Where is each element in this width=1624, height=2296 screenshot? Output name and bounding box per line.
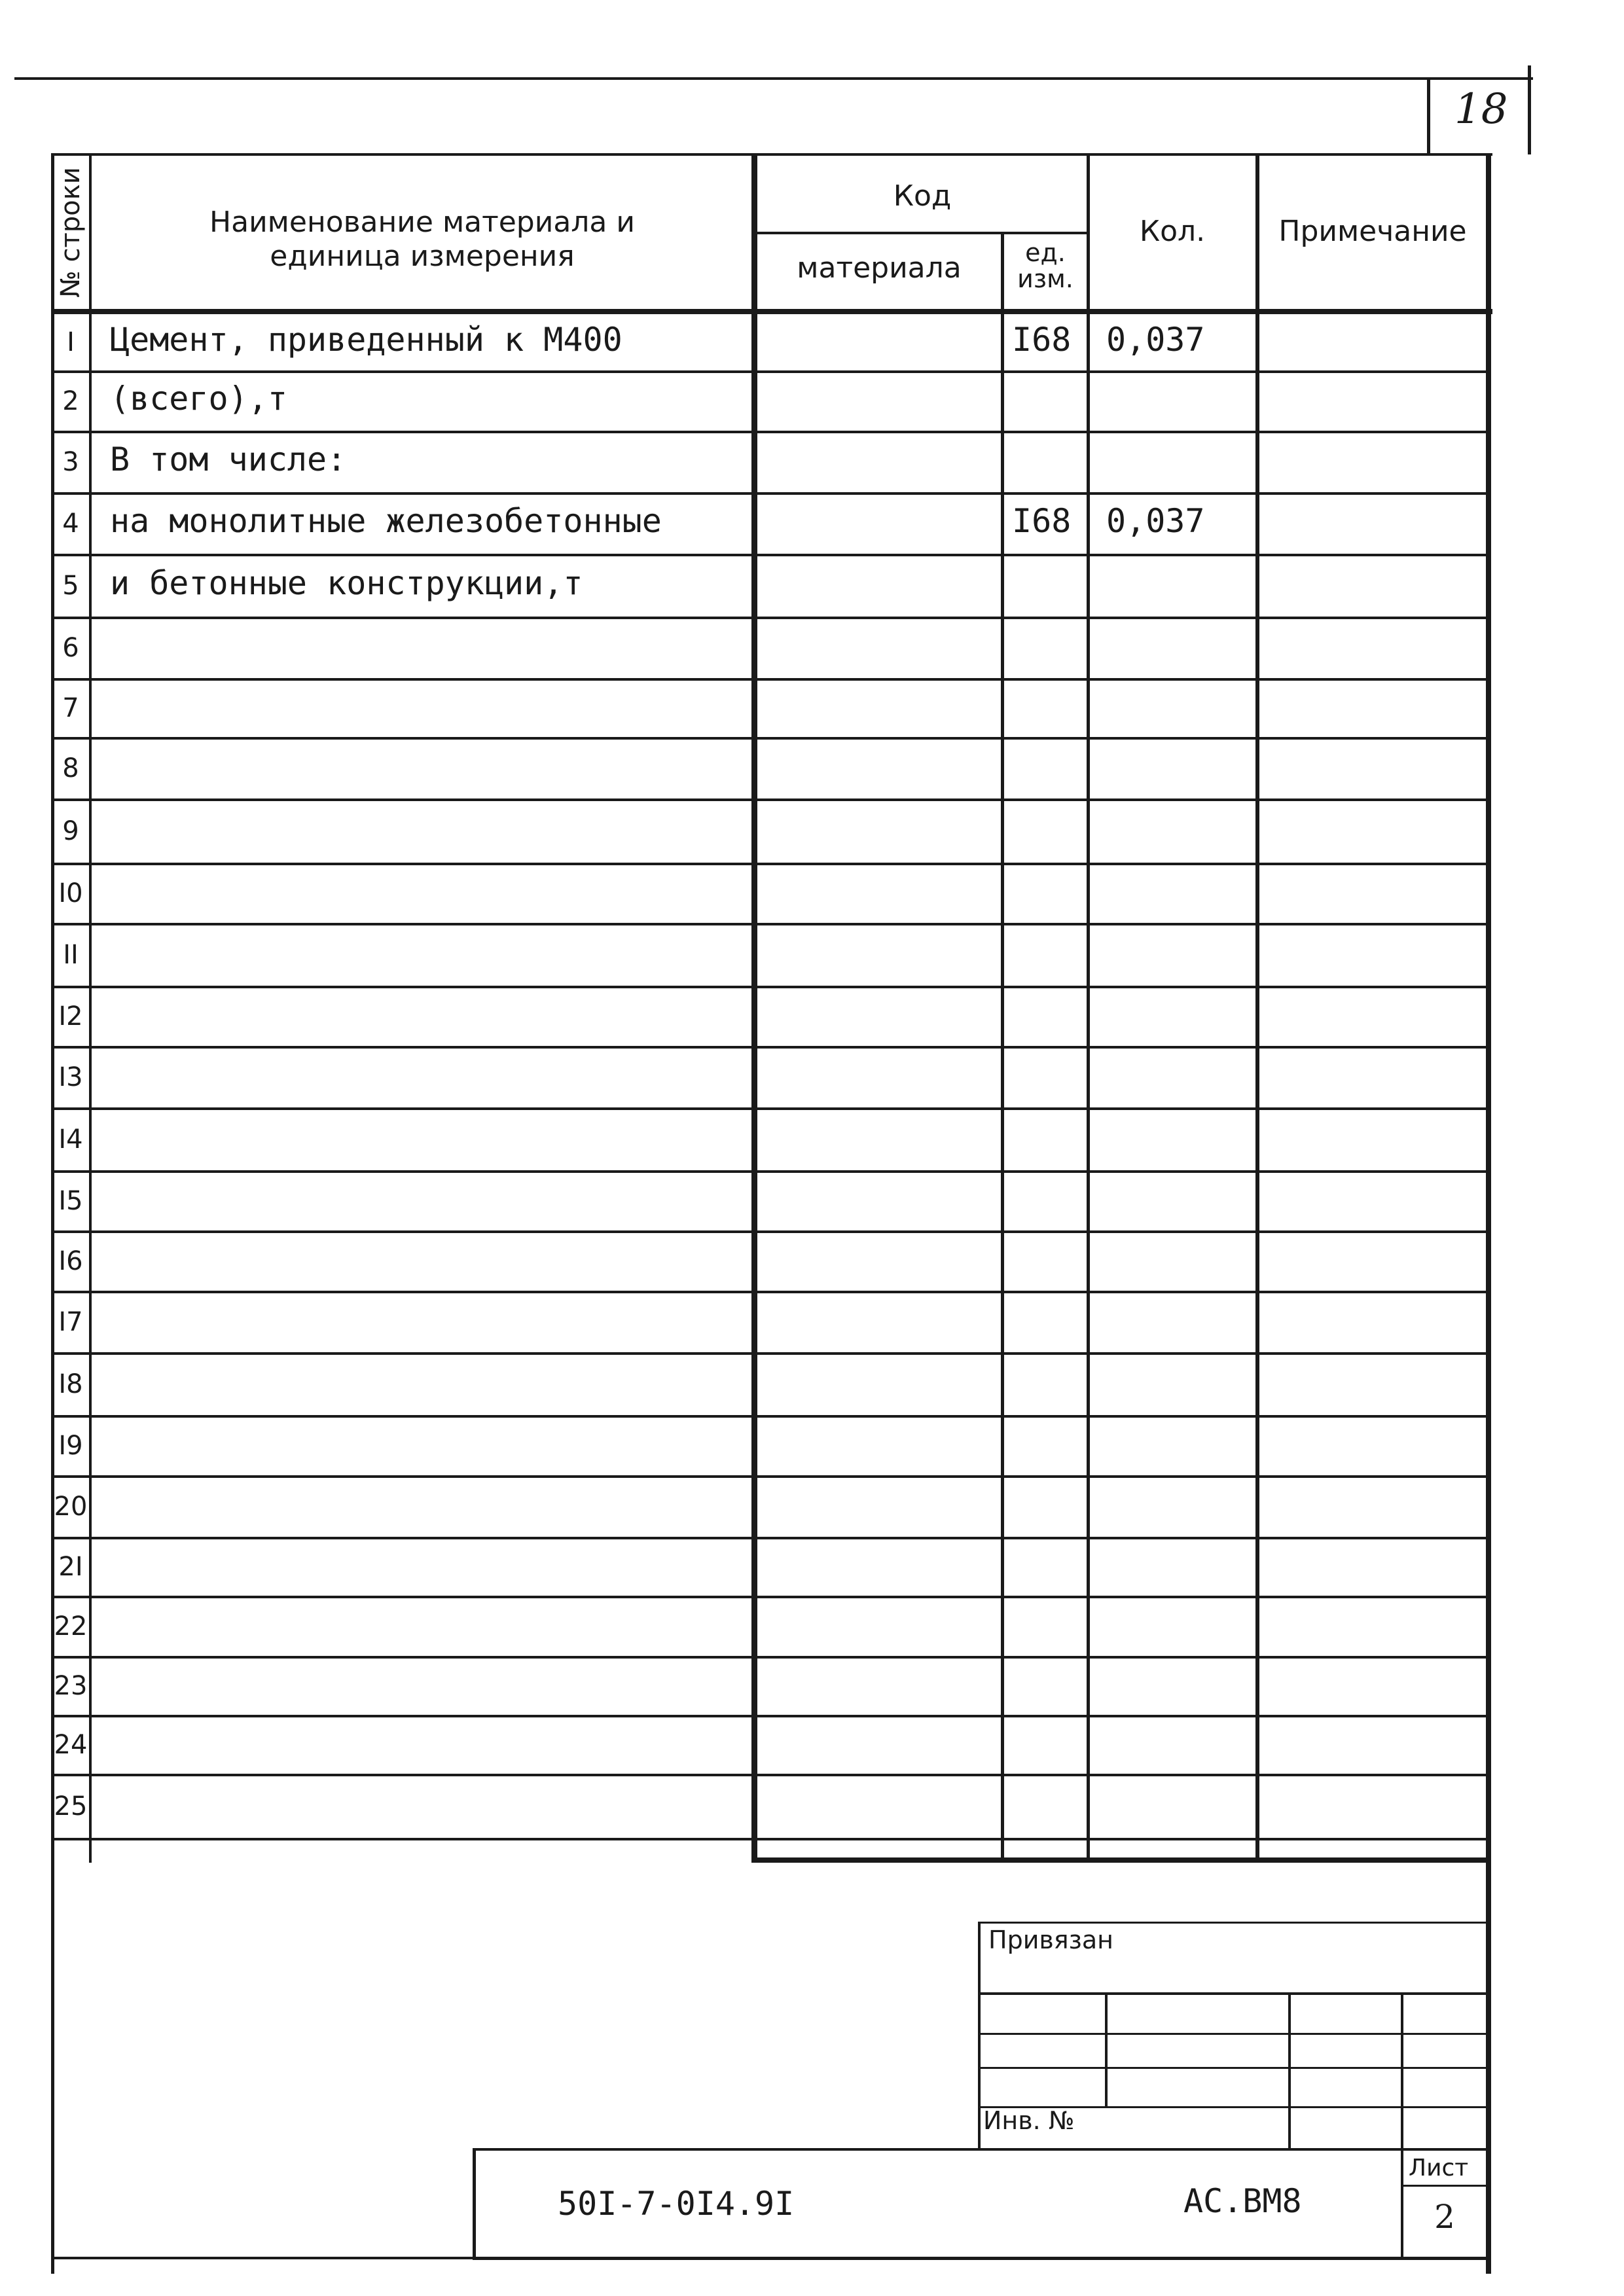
row-separator: [52, 1774, 1489, 1776]
row-separator: [52, 1352, 1489, 1355]
material-name-cell: (всего),т: [110, 380, 287, 418]
row-separator: [52, 1230, 1489, 1233]
row-number: 4: [62, 509, 79, 539]
row-separator: [52, 1107, 1489, 1110]
row-separator: [52, 1170, 1489, 1173]
row-number: 2I: [58, 1552, 83, 1582]
row-separator: [52, 1537, 1489, 1539]
main-stamp-top-line: [473, 2148, 1489, 2151]
row-number: I4: [58, 1124, 83, 1155]
unit-code-cell: I68: [1012, 502, 1072, 540]
row-number: I9: [58, 1431, 83, 1461]
material-name-cell: и бетонные конструкции,т: [110, 564, 583, 602]
main-stamp-left-line: [473, 2148, 476, 2259]
unit-header-line1: ед.: [1025, 238, 1066, 267]
document-code: 50I-7-0I4.9I: [558, 2185, 795, 2223]
row-number: I6: [58, 1246, 83, 1276]
stamp-col-3: [1401, 1992, 1403, 2151]
quantity-header: Кол.: [1139, 215, 1206, 248]
name-header-line1: Наименование материала и: [209, 206, 635, 239]
row-number: 25: [54, 1791, 88, 1821]
right-border: [1486, 153, 1491, 2274]
row-number: I2: [58, 1001, 83, 1031]
row-number: 7: [62, 693, 79, 723]
stamp-line-2: [978, 2033, 1489, 2035]
stamp-line-3: [978, 2067, 1489, 2069]
row-number: 9: [62, 816, 79, 846]
row-separator: [52, 1596, 1489, 1598]
row-number: 24: [54, 1730, 88, 1760]
rownum-col-line: [89, 153, 92, 1863]
material-name-cell: на монолитные железобетонные: [110, 502, 662, 540]
row-number: 22: [54, 1611, 88, 1641]
row-separator: [52, 1715, 1489, 1717]
name-col-line: [751, 153, 757, 1863]
row-number: I8: [58, 1369, 83, 1399]
row-separator: [52, 1475, 1489, 1478]
row-number: 20: [54, 1492, 88, 1522]
row-number: I: [67, 327, 75, 357]
code-split-line: [754, 232, 1088, 234]
header-bottom-line: [52, 309, 1492, 314]
row-separator: [52, 1291, 1489, 1293]
row-separator: [52, 370, 1489, 373]
header-top-line: [52, 153, 1492, 156]
page-number: 18: [1454, 85, 1508, 134]
material-code-header: материала: [797, 251, 962, 285]
name-header-line2: единица измерения: [270, 240, 575, 273]
row-separator: [52, 1656, 1489, 1659]
row-separator: [52, 492, 1489, 495]
stamp-line-1: [978, 1992, 1489, 1995]
row-number: I7: [58, 1307, 83, 1337]
sheet-label: Лист: [1409, 2155, 1469, 2181]
material-name-cell: В том числе:: [110, 440, 347, 478]
stamp-top-line: [978, 1922, 1489, 1924]
code-header: Код: [893, 179, 952, 213]
stamp-left-line: [978, 1922, 981, 2151]
sheet-number: 2: [1434, 2198, 1455, 2236]
row-number: I0: [58, 878, 83, 908]
row-number: I5: [58, 1186, 83, 1216]
row-separator: [52, 678, 1489, 681]
row-number: 8: [62, 753, 79, 783]
quantity-cell: 0,037: [1106, 321, 1205, 359]
row-separator: [52, 863, 1489, 865]
row-number: 6: [62, 633, 79, 663]
row-separator: [52, 986, 1489, 988]
unit-header-line2: изм.: [1017, 264, 1074, 293]
drawing-mark: АС.ВМ8: [1183, 2182, 1302, 2220]
row-separator: [52, 737, 1489, 740]
row-number: 3: [62, 447, 79, 477]
row-separator: [52, 1838, 1489, 1840]
row-number-header: № строки: [56, 167, 86, 298]
row-number: I3: [58, 1062, 83, 1092]
note-col-line: [1255, 153, 1259, 1863]
bottom-border: [51, 2257, 1491, 2259]
stamp-col-2: [1288, 1992, 1291, 2151]
row-separator: [52, 923, 1489, 925]
material-name-cell: Цемент, приведенный к М400: [110, 321, 623, 359]
bound-label: Привязан: [988, 1926, 1113, 1954]
sheet-box-divider: [1401, 2185, 1489, 2187]
row-separator: [52, 431, 1489, 433]
stamp-col-1: [1105, 1992, 1108, 2108]
table-bottom-line: [751, 1857, 1491, 1863]
row-separator: [52, 617, 1489, 619]
row-separator: [52, 798, 1489, 801]
row-number: 5: [62, 571, 79, 601]
row-separator: [52, 554, 1489, 556]
row-number: 23: [54, 1671, 88, 1701]
row-separator: [52, 1415, 1489, 1418]
inventory-number-label: Инв. №: [983, 2106, 1075, 2135]
row-number: 2: [62, 386, 79, 416]
note-header: Примечание: [1278, 215, 1467, 248]
row-separator: [52, 1046, 1489, 1049]
quantity-cell: 0,037: [1106, 502, 1205, 540]
qty-col-line: [1087, 153, 1090, 1863]
unit-code-cell: I68: [1012, 321, 1072, 359]
row-number: II: [63, 940, 79, 970]
